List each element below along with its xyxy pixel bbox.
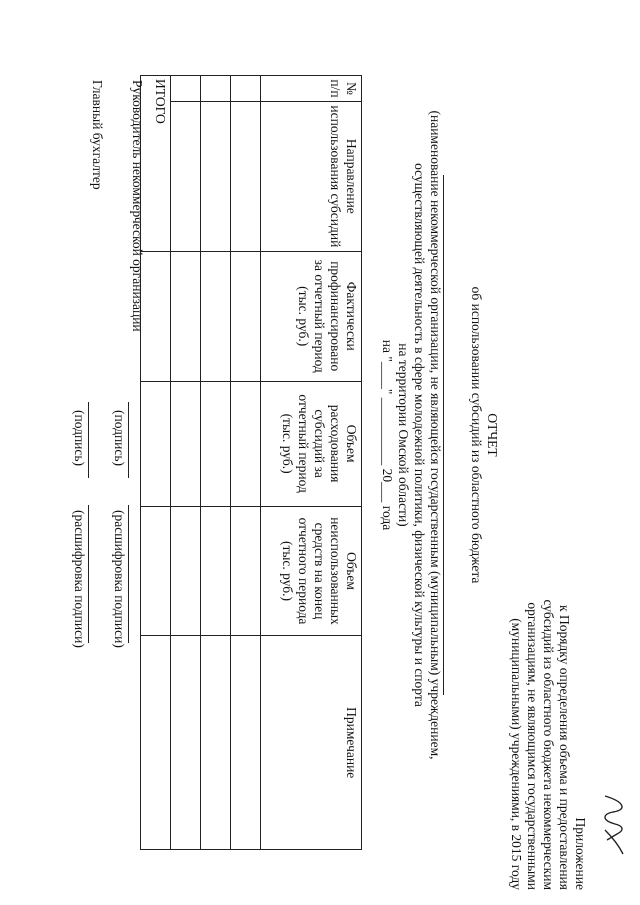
accountant-decode-caption: (расшифровка подписи) [72, 510, 87, 648]
table-cell[interactable] [141, 381, 171, 506]
table-cell[interactable] [201, 636, 231, 850]
report-table [140, 75, 362, 850]
appendix-header [508, 470, 588, 890]
col-header-direction: Направление использования субсидий [261, 101, 362, 251]
table-cell[interactable] [231, 76, 261, 102]
col-header-financed: Фактически профинансировано за отчетный период (тыс. руб.) [261, 251, 362, 381]
col-header-note: Примечание [261, 636, 362, 850]
col-header-unused: Объем неиспользованных средств на конец отчетного периода (тыс. руб.) [261, 506, 362, 636]
head-signature-label: Руководитель некоммерческой организации [130, 80, 145, 332]
report-title-block [379, 40, 500, 830]
table-cell[interactable] [171, 251, 201, 381]
table-cell[interactable] [201, 381, 231, 506]
org-caption-line: осуществляющей деятельность в сфере молодежной политики, физической культуры и спорта [412, 163, 427, 707]
head-decode-line[interactable] [128, 505, 129, 643]
table-cell[interactable] [201, 251, 231, 381]
table-cell[interactable] [141, 251, 171, 381]
accountant-sign-caption: (подпись) [72, 410, 87, 467]
table-cell[interactable] [201, 76, 231, 102]
table-cell[interactable] [171, 381, 201, 506]
handwritten-mark [595, 790, 635, 860]
table-cell[interactable] [171, 101, 201, 251]
table-row [231, 76, 261, 850]
report-subtitle: об использовании субсидий из областного бюджета [469, 286, 484, 584]
table-cell[interactable] [231, 506, 261, 636]
col-header-number: № п/п [261, 76, 362, 102]
table-cell[interactable] [141, 636, 171, 850]
head-decode-caption: (расшифровка подписи) [112, 510, 127, 648]
accountant-decode-line[interactable] [88, 505, 89, 643]
table-cell[interactable] [231, 381, 261, 506]
table-cell[interactable] [171, 636, 201, 850]
org-caption-line: на территории Омской области) [396, 343, 411, 527]
accountant-signature-label: Главный бухгалтер [90, 80, 105, 190]
appendix-line: субсидий из областного бюджета некоммерческим [541, 599, 556, 890]
table-row [171, 76, 201, 850]
appendix-line: (муниципальными) учреждениями, в 2015 году [509, 618, 524, 890]
head-sign-line[interactable] [128, 402, 129, 478]
table-cell[interactable] [201, 506, 231, 636]
report-title: ОТЧЕТ [485, 413, 500, 457]
table-cell[interactable] [171, 76, 201, 102]
table-total-row [141, 76, 171, 850]
table-header-row [261, 76, 362, 850]
org-caption-line: (наименование некоммерческой организации, не являющейся государственным (муниципальным) учреждением, [428, 110, 443, 760]
table-cell[interactable] [201, 101, 231, 251]
appendix-line: к Порядку определения объема и предоставления [557, 605, 572, 890]
accountant-sign-line[interactable] [88, 402, 89, 478]
table-cell[interactable] [141, 506, 171, 636]
appendix-line: Приложение [573, 817, 588, 890]
table-cell[interactable] [171, 506, 201, 636]
table-cell[interactable] [231, 101, 261, 251]
org-name-line [443, 175, 444, 695]
total-label: ИТОГО [141, 76, 171, 252]
table-cell[interactable] [231, 251, 261, 381]
table-row [201, 76, 231, 850]
col-header-spent: Объем расходования субсидий за отчетный период (тыс. руб.) [261, 381, 362, 506]
head-sign-caption: (подпись) [112, 410, 127, 467]
table-cell[interactable] [231, 636, 261, 850]
appendix-line: организациям, не являющимся государственными [525, 602, 540, 890]
report-date-line: на "____" __________ 20___ года [380, 339, 395, 531]
